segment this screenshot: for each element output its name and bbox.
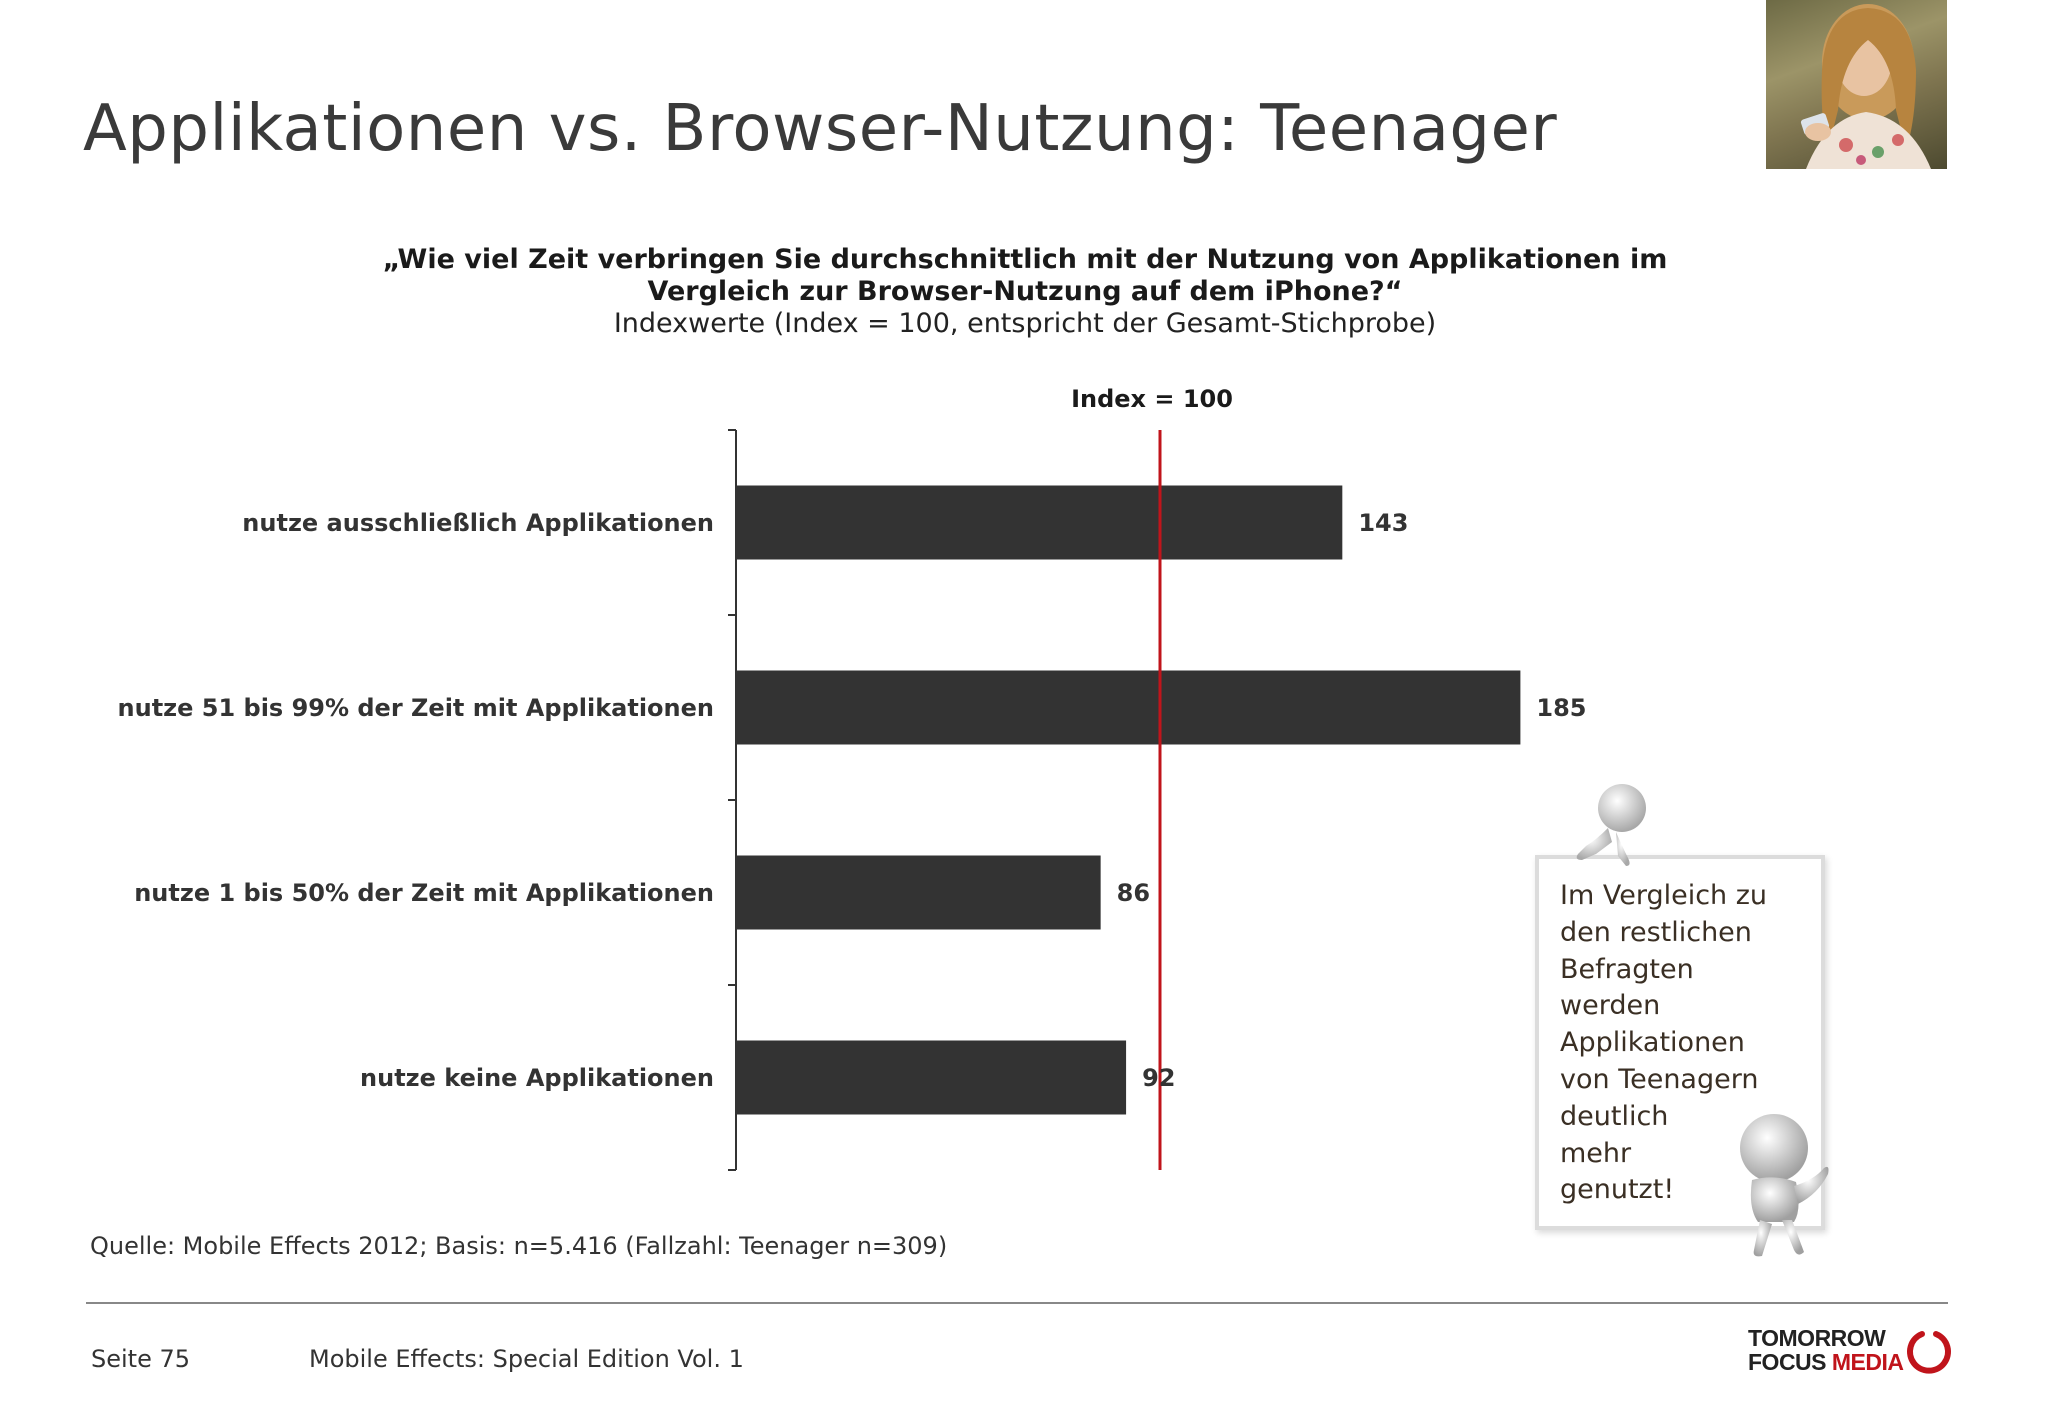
source-note: Quelle: Mobile Effects 2012; Basis: n=5.416 (Fallzahl: Teenager n=309) xyxy=(90,1232,948,1260)
category-label: nutze 51 bis 99% der Zeit mit Applikationen xyxy=(117,693,714,722)
footer-divider xyxy=(86,1302,1948,1304)
logo-ring-icon xyxy=(1904,1330,1954,1376)
bar xyxy=(736,856,1101,930)
reference-line-label: Index = 100 xyxy=(1071,385,1233,413)
question-line-2: Vergleich zur Browser-Nutzung auf dem iPhone?“ xyxy=(647,276,1403,307)
page-title: Applikationen vs. Browser-Nutzung: Teenager xyxy=(83,92,1558,166)
logo-text-focus: FOCUS xyxy=(1748,1349,1832,1375)
figure-bottom-icon xyxy=(1724,1110,1844,1260)
category-label: nutze 1 bis 50% der Zeit mit Applikationen xyxy=(134,878,714,907)
question-line-1: „Wie viel Zeit verbringen Sie durchschnittlich mit der Nutzung von Applikationen im xyxy=(382,244,1668,275)
note-line: werden xyxy=(1560,990,1661,1022)
category-label: nutze ausschließlich Applikationen xyxy=(242,508,714,537)
category-label: nutze keine Applikationen xyxy=(360,1063,714,1092)
note-line: Applikationen xyxy=(1560,1027,1745,1059)
note-line: mehr xyxy=(1560,1137,1632,1169)
data-label: 86 xyxy=(1116,878,1151,907)
note-line: den restlichen xyxy=(1560,916,1752,948)
logo-text-line-2 xyxy=(1748,1350,1904,1374)
page-number: Seite 75 xyxy=(91,1345,191,1373)
company-logo xyxy=(1748,1326,1958,1376)
figure-top-icon xyxy=(1556,780,1656,870)
note-line: genutzt! xyxy=(1560,1174,1675,1206)
bar xyxy=(736,486,1342,560)
note-line: von Teenagern xyxy=(1560,1063,1759,1095)
note-line: Im Vergleich zu xyxy=(1560,880,1768,911)
logo-text-line-1: TOMORROW xyxy=(1748,1325,1886,1351)
data-label: 143 xyxy=(1358,508,1409,537)
chart-subtitle: Indexwerte (Index = 100, entspricht der Gesamt-Stichprobe) xyxy=(613,308,1437,339)
publication-name: Mobile Effects: Special Edition Vol. 1 xyxy=(309,1345,744,1373)
note-line: deutlich xyxy=(1560,1100,1669,1132)
data-label: 92 xyxy=(1142,1063,1176,1092)
data-label: 185 xyxy=(1536,693,1587,722)
bar xyxy=(736,671,1520,745)
bar xyxy=(736,1041,1126,1115)
note-line: Befragten xyxy=(1560,953,1694,985)
logo-text-media: MEDIA xyxy=(1831,1349,1904,1375)
